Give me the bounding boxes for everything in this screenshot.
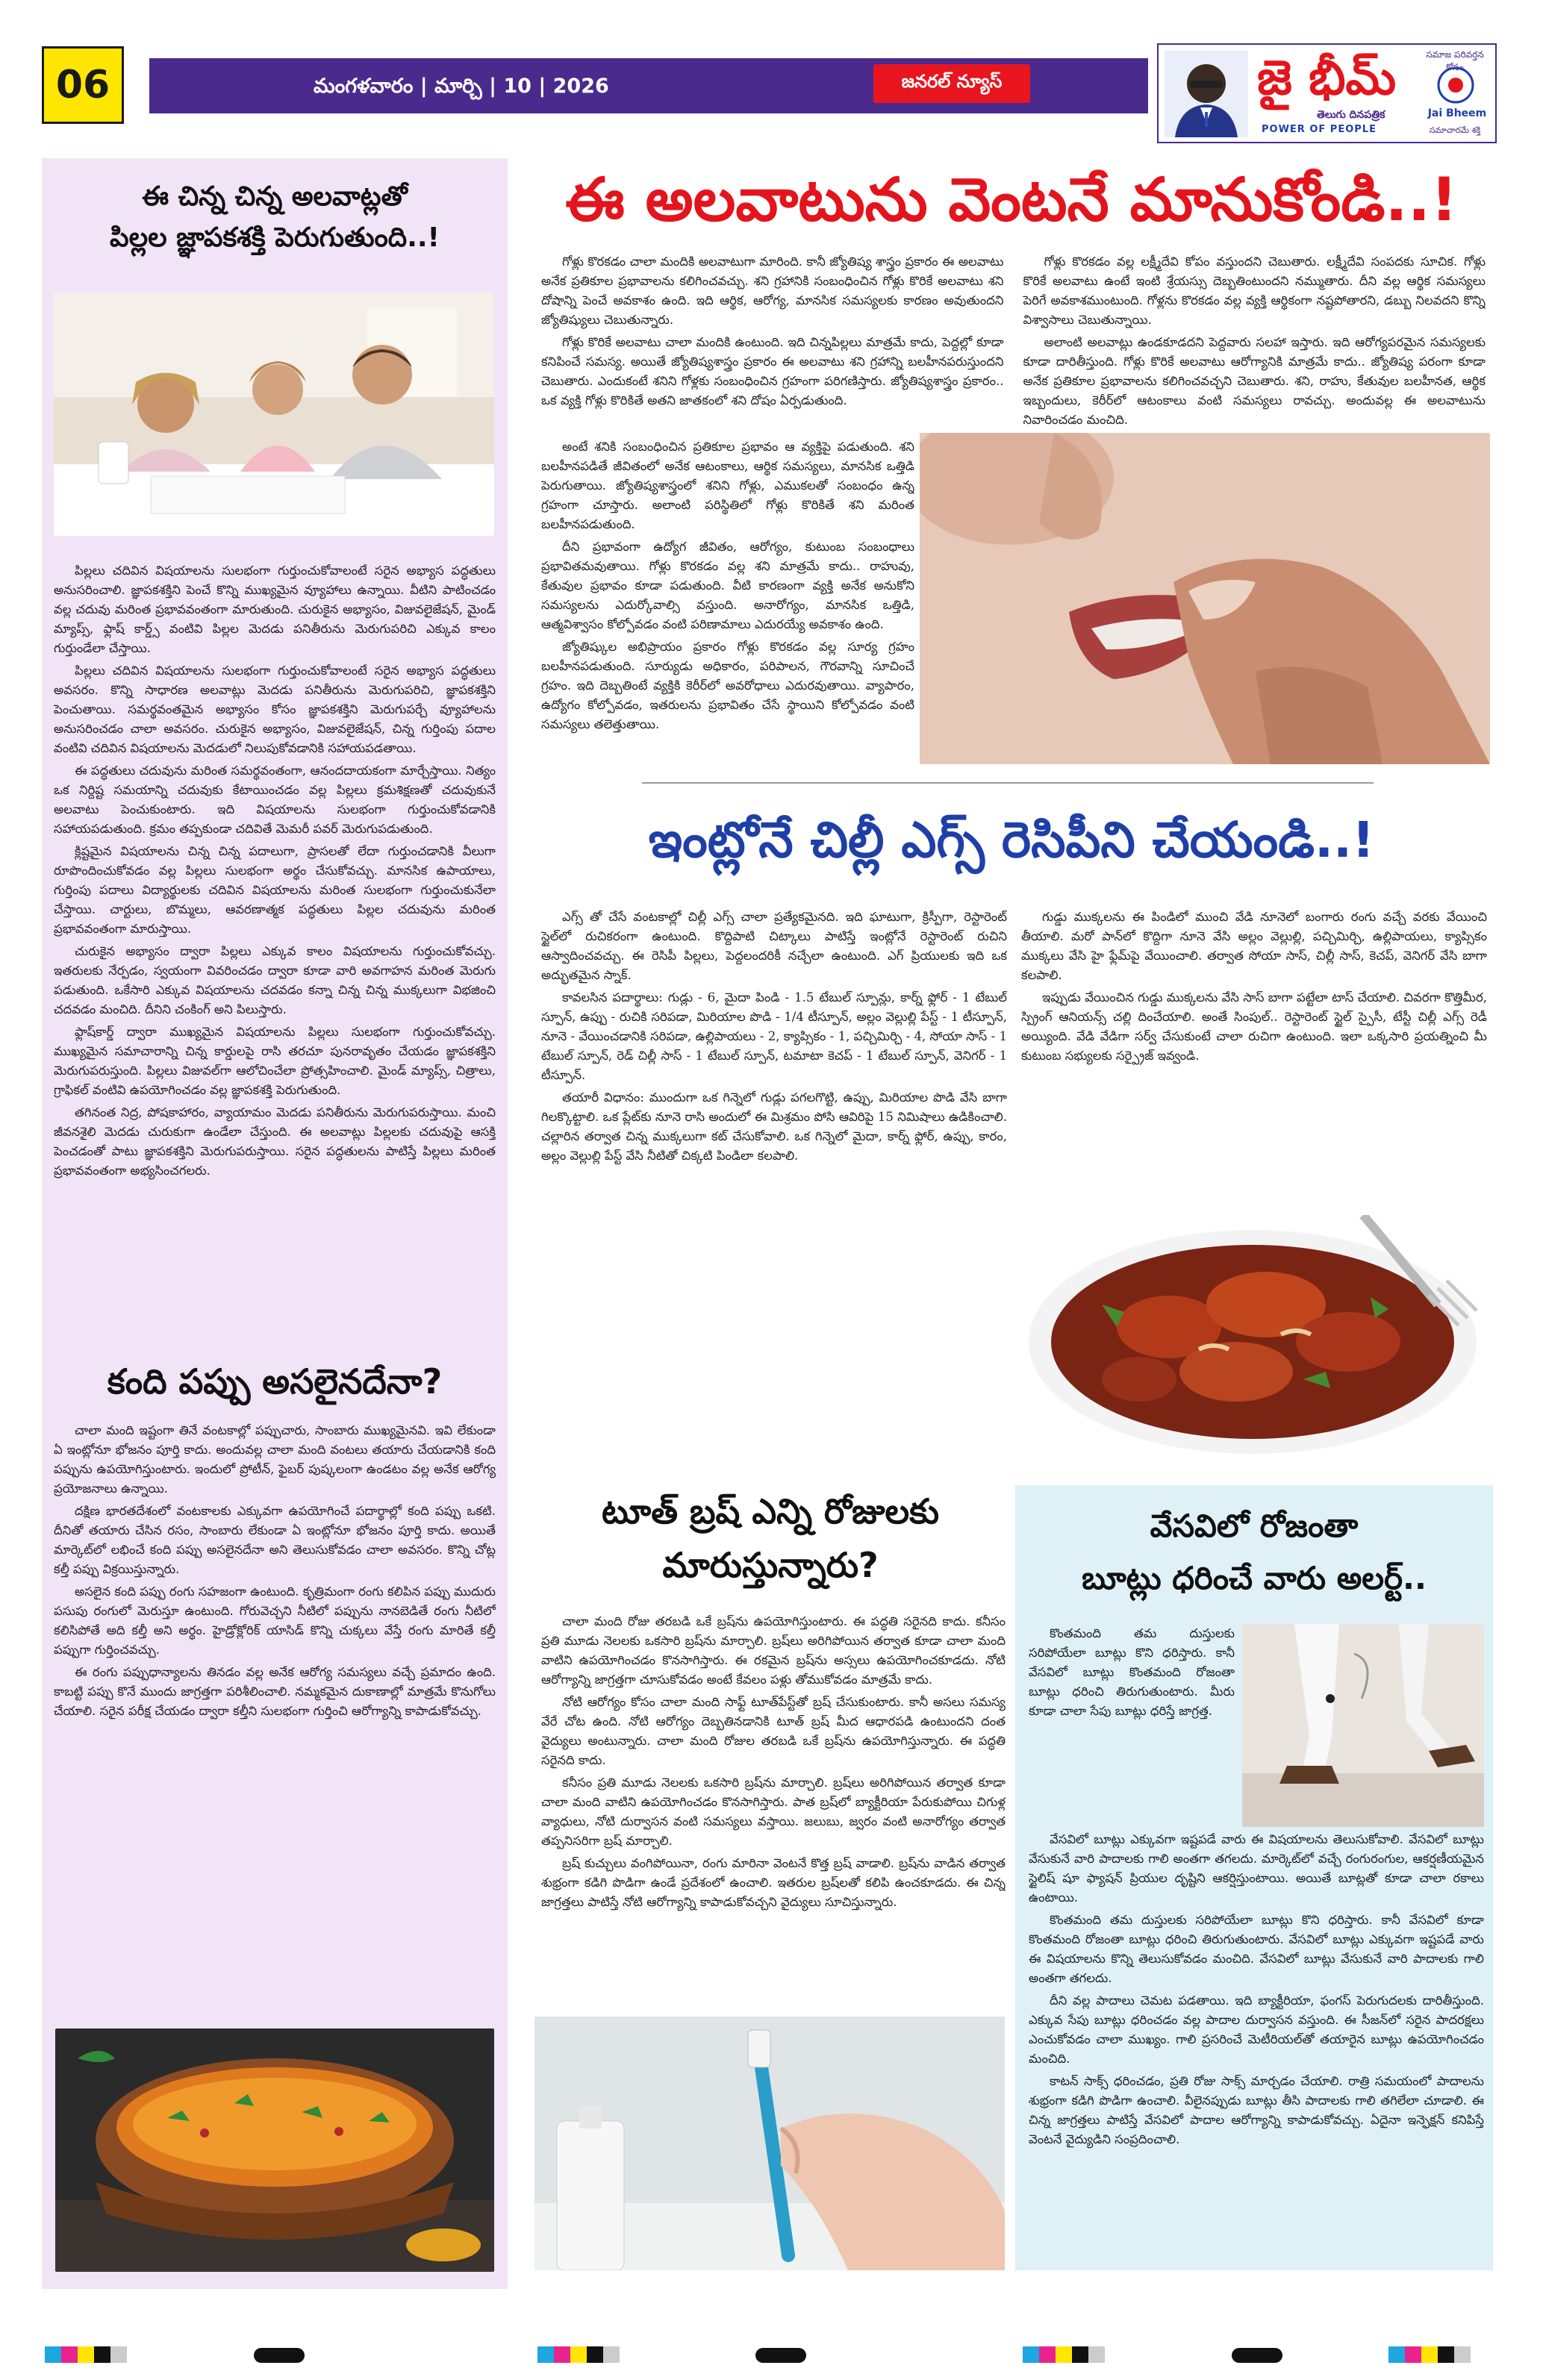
nail-biting-headline: ఈ అలవాటును వెంటనే మానుకోండి..!	[565, 165, 1458, 234]
memory-headline-line2: పిల్లల జ్ఞాపకశక్తి పెరుగుతుంది..!	[110, 222, 440, 253]
chilli-paragraph: గుడ్డు ముక్కలను ఈ పిండిలో ముంచి వేడి నూనెలో బంగారు రంగు వచ్చే వరకు వేయించి తీయాలి. మరో పాన్‌లో కొద్దిగా నూనె వేసి అల్లం వెల్లుల్లి, పచ్చిమిర్చి, ఉల్లిపాయలు, క్యాప్సికం ముక్కలు వేసి హై ఫ్లేమ్‌పై వేయించాలి. తర్వాత సోయా సాస్, చిల్లీ సాస్, కెచప్, వెనిగర్ వేసి బాగా కలపాలి.	[1021, 910, 1487, 982]
chilli-eggs-icon	[1020, 1215, 1486, 1461]
dal-photo-icon	[55, 2028, 494, 2272]
chilli-paragraph: తయారీ విధానం: ముందుగా ఒక గిన్నెలో గుడ్లు పగలగొట్టి, ఉప్పు, మిరియాల పొడి వేసి బాగా గిలక్కొట్టాలి. ఒక ప్లేట్‌కు నూనె రాసి అందులో ఈ మిశ్రమం పోసి ఆవిరిపై 15 నిమిషాలు ఉడికించాలి. చల్లారిన తర్వాత చిన్న ముక్కలుగా కట్ చేసుకోవాలి. ఒక గిన్నెలో మైదా, కార్న్ ఫ్లోర్, ఉప్పు, కారం, అల్లం వెల్లుల్లి పేస్ట్ వేసి నీటితో చిక్కటి పిండిలా కలపాలి.	[541, 1090, 1007, 1163]
memory-paragraph: పిల్లలు చదివిన విషయాలను సులభంగా గుర్తుంచుకోవాలంటే సరైన అభ్యాస పద్ధతులు అవసరం. కొన్ని సాధారణ అలవాట్లు మెదడు పనితీరును మెరుగుపరిచి, జ్ఞాపకశక్తిని పెంచుతాయి. సమర్థవంతమైన అభ్యాసం కోసం జ్ఞాపకశక్తిని మెరుగుపర్చే వ్యూహాలను అనుసరించడం చాలా అవసరం. చురుకైన అభ్యాసం, విజువలైజేషన్, చిన్న గుర్తింపు పదాల వంటివి చదివిన విషయాలను మెదడులో నిలుపుకోవడానికి సహాయపడతాయి.	[54, 663, 496, 755]
toothbrush-paragraph: నోటి ఆరోగ్యం కోసం చాలా మంది సాఫ్ట్ టూత్‌పేస్ట్‌తో బ్రష్ చేసుకుంటారు. కానీ అసలు సమస్య వేరే చోట ఉంది. నోటి ఆరోగ్యం దెబ్బతినడానికి టూత్ బ్రష్ మీద ఆధారపడి ఉంటుందని దంత వైద్యులు అంటున్నారు. చాలా మంది రోజుల తరబడి ఒకే బ్రష్‌ను ఉపయోగిస్తున్నారు. ఈ పద్ధతి సరైనది కాదు.	[541, 1695, 1006, 1767]
memory-article-body	[54, 561, 496, 1337]
color-registration-marks	[537, 2346, 620, 2363]
issue-date: మంగళవారం | మార్చి | 10 | 2026	[314, 75, 609, 98]
chilli-paragraph: కావలసిన పదార్థాలు: గుడ్లు - 6, మైదా పిండి - 1.5 టేబుల్ స్పూన్లు, కార్న్ ఫ్లోర్ - 1 టేబుల్ స్పూన్, ఉప్పు - రుచికి సరిపడా, మిరియాల పొడి - 1/4 టీస్పూన్, అల్లం వెల్లుల్లి పేస్ట్ - 1 టీస్పూన్, నూనె - వేయించడానికి సరిపడా, ఉల్లిపాయలు - 2, క్యాప్సికం - 1, పచ్చిమిర్చి - 4, సోయా సాస్ - 1 టేబుల్ స్పూన్, రెడ్ చిల్లీ సాస్ - 1 టేబుల్ స్పూన్, టమాటా కెచప్ - 1 టేబుల్ స్పూన్, వెనిగర్ - 1 టీస్పూన్.	[541, 990, 1007, 1082]
nail-biting-photo	[920, 433, 1490, 764]
toothbrush-paragraph: బ్రష్ కుచ్చులు వంగిపోయినా, రంగు మారినా వెంటనే కొత్త బ్రష్ వాడాలి. బ్రష్‌ను వాడిన తర్వాత శుభ్రంగా కడిగి పొడిగా ఉండే ప్రదేశంలో ఉంచాలి. ఇతరుల బ్రష్‌లతో కలిపి ఉంచకూడదు. ఈ చిన్న జాగ్రత్తలు పాటిస్తే నోటి ఆరోగ్యాన్ని కాపాడుకోవచ్చని వైద్యులు సూచిస్తున్నారు.	[541, 1856, 1006, 1909]
section-divider	[642, 782, 1374, 784]
kandi-headline: కంది పప్పు అసలైనదేనా?	[107, 1361, 443, 1402]
logo-title: జై భీమ్	[1257, 51, 1397, 106]
logo-bottom-note: సమాచారమే శక్తి	[1429, 125, 1481, 135]
kandi-paragraph: దక్షిణ భారతదేశంలో వంటకాలకు ఎక్కువగా ఉపయోగించే పదార్థాల్లో కంది పప్పు ఒకటి. దీనితో తయారు చేసిన రసం, సాంబారు లేకుండా ఏ ఇంట్లోనూ భోజనం పూర్తి కాదు. అయితే మార్కెట్‌లో లభించే కంది పప్పు అసలైనదేనా అని తెలుసుకోవడం చాలా అవసరం. కొన్ని చోట్ల కల్తీ పప్పు విక్రయిస్తున్నారు.	[54, 1504, 496, 1576]
nail-biting-icon	[920, 433, 1490, 764]
kandi-article-body	[54, 1421, 496, 2018]
color-registration-marks	[45, 2346, 127, 2363]
memory-paragraph: ఈ పద్ధతులు చదువును మరింత సమర్థవంతంగా, ఆనందదాయకంగా మార్చేస్తాయి. నిత్యం ఒక నిర్దిష్ట సమయాన్ని చదువుకు కేటాయించడం వల్ల పిల్లలు క్రమశిక్షణతో చదువుకునే అలవాటు పెంచుకుంటారు. ఇది విషయాలను సులభంగా గుర్తుంచుకోవడానికి సహాయపడుతుంది. క్రమం తప్పకుండా చదివితే మెమరీ పవర్ మెరుగుపడుతుంది.	[54, 763, 496, 836]
memory-paragraph: తగినంత నిద్ర, పోషకాహారం, వ్యాయామం మెదడు పనితీరును మెరుగుపరుస్తాయి. మంచి జీవనశైలి మెదడు చురుకుగా ఉండేలా చేస్తుంది. ఈ అలవాట్లు పిల్లలకు చదువుపై ఆసక్తి పెంచడంతో పాటు జ్ఞాపకశక్తిని మెరుగుపరుస్తాయి. సరైన పద్ధతులను పాటిస్తే పిల్లలు మరింత ప్రభావవంతంగా అభ్యసించగలరు.	[54, 1105, 496, 1178]
toothbrush-paragraph: చాలా మంది రోజు తరబడి ఒకే బ్రష్‌ను ఉపయోగిస్తుంటారు. ఈ పద్ధతి సరైనది కాదు. కనీసం ప్రతి మూడు నెలలకు ఒకసారి బ్రష్‌ను మార్చాలి. బ్రష్‌లు అరిగిపోయిన తర్వాత కూడా చాలా మంది వాటిని ఉపయోగించడం కొనసాగిస్తారు. ఈ రకమైన బ్రష్‌ను అస్సలు ఉపయోగించకూడదు. నోటి ఆరోగ్యాన్ని జాగ్రత్తగా చూసుకోవడం అంటే కేవలం పళ్లు తోముకోవడం మాత్రమే కాదు.	[541, 1614, 1006, 1687]
chilli-paragraph: ఇప్పుడు వేయించిన గుడ్డు ముక్కలను వేసి సాస్ బాగా పట్టేలా టాస్ చేయాలి. చివరగా కొత్తిమీర, స్ప్రింగ్ ఆనియన్స్ చల్లి దించేయాలి. అంతే సింపుల్.. రెస్టారెంట్ స్టైల్ స్పైసీ, టేస్టీ చిల్లీ ఎగ్స్ రెడీ అయ్యింది. వేడి వేడిగా సర్వ్ చేసుకుంటే చాలా రుచిగా ఉంటుంది. ఇలా ఒక్కసారి ప్రయత్నించి మీ కుటుంబ సభ్యులకు సర్ప్రైజ్ ఇవ్వండి.	[1021, 990, 1487, 1063]
color-registration-marks	[1023, 2346, 1105, 2363]
logo-top-note: సమాజ పరివర్తన కోసం	[1426, 49, 1484, 72]
memory-paragraph: క్లిష్టమైన విషయాలను చిన్న చిన్న పదాలుగా, ప్రాసలతో లేదా గుర్తుంచడానికి వీలుగా రూపొందించుకోవడం వల్ల పిల్లలు సులభంగా అర్థం చేసుకోవచ్చు. మానసిక ఉపాయాలు, గుర్తింపు పదాలు విద్యార్థులకు చదివిన విషయాలను మరింత సులభంగా గుర్తుంచుకునేలా చేస్తాయి. చార్టులు, బొమ్మలు, ఆవరణాత్మక పద్ధతులు పిల్లల చదువును మరింత ప్రభావవంతంగా మారుస్తాయి.	[54, 844, 496, 936]
toothbrush-paragraph: కనీసం ప్రతి మూడు నెలలకు ఒకసారి బ్రష్‌ను మార్చాలి. బ్రష్‌లు అరిగిపోయిన తర్వాత కూడా చాలా మంది వాటిని ఉపయోగించడం కొనసాగిస్తారు. పాత బ్రష్‌లో బ్యాక్టీరియా పేరుకుపోయి చిగుళ్ల వ్యాధులు, నోటి దుర్వాసన వంటి సమస్యలు వస్తాయి. జలుబు, జ్వరం వంటి అనారోగ్యం తర్వాత తప్పనిసరిగా బ్రష్ మార్చాలి.	[541, 1775, 1006, 1848]
nail-paragraph: జ్యోతిష్కుల అభిప్రాయం ప్రకారం గోళ్లు కొరకడం వల్ల సూర్య గ్రహం బలహీనపడుతుంది. సూర్యుడు అధికారం, పరిపాలన, గౌరవాన్ని సూచించే గ్రహం. ఇది దెబ్బతింటే వ్యక్తికి కెరీర్‌లో అవరోధాలు ఎదురవుతాయి. వ్యాపారం, ఉద్యోగం కోల్పోవడం, ఇతరులను ప్రభావితం చేసే స్థాయిని కోల్పోవడం వంటి సమస్యలు తలెత్తుతాయి.	[541, 640, 914, 731]
shoes-article-lead	[1029, 1624, 1235, 1820]
memory-paragraph: చురుకైన అభ్యాసం ద్వారా పిల్లలు ఎక్కువ కాలం విషయాలను గుర్తుంచుకోవచ్చు. ఇతరులకు నేర్పడం, స్వయంగా వివరించడం ద్వారా కూడా వారి అవగాహన మరింత మెరుగు పడుతుంది. ఒకేసారి ఎక్కువ విషయాలను చదవడం కన్నా చిన్న చిన్న ముక్కలుగా విభజించి చదవడం మంచిది. దీనిని చంకింగ్ అని పిలుస్తారు.	[54, 944, 496, 1016]
nail-paragraph: గోళ్లు కొరకడం వల్ల లక్ష్మీదేవి కోపం వస్తుందని చెబుతారు. లక్ష్మీదేవి సంపదకు సూచిక. గోళ్లు కొరికే అలవాటు ఉంటే ఇంటి శ్రేయస్సు దెబ్బతింటుందని నమ్ముతారు. దీని వల్ల ఆర్థిక సమస్యలు పెరిగే అవకాశముంటుంది. గోళ్లను కొరకడం వల్ల వ్యక్తి ఆర్థికంగా నష్టపోతారని, డబ్బు నిలవదని కొన్ని విశ్వాసాలు చెబుతున్నాయి.	[1023, 254, 1486, 327]
kandi-paragraph: అసలైన కంది పప్పు రంగు సహజంగా ఉంటుంది. కృత్రిమంగా రంగు కలిపిన పప్పు ముదురు పసుపు రంగులో మెరుస్తూ ఉంటుంది. గోరువెచ్చని నీటిలో పప్పును నానబెడితే రంగు నీటిలో కలిసిపోతే అది కల్తీ అని అర్థం. హైడ్రోక్లోరిక్ యాసిడ్ కొన్ని చుక్కలు వేస్తే రంగు మారితే కల్తీ పప్పుగా గుర్తించవచ్చు.	[54, 1584, 496, 1657]
dal-bowl-photo	[55, 2028, 494, 2272]
logo-tagline: POWER OF PEOPLE	[1262, 124, 1377, 135]
chilli-article-right-body	[1021, 908, 1487, 1206]
section-tag: జనరల్ న్యూస్	[873, 64, 1030, 103]
kandi-paragraph: ఈ రంగు పప్పుధాన్యాలను తినడం వల్ల అనేక ఆరోగ్య సమస్యలు వచ్చే ప్రమాదం ఉంది. కాబట్టి పప్పు కొనే ముందు జాగ్రత్తగా పరిశీలించాలి. నమ్మకమైన దుకాణాల్లో మాత్రమే కొనుగోలు చేయాలి. సరైన పరీక్ష చేయడం ద్వారా కల్తీని సులభంగా గుర్తించి ఆరోగ్యాన్ని కాపాడుకోవచ్చు.	[54, 1665, 496, 1718]
page-number: 06	[42, 46, 124, 124]
ambedkar-portrait-icon	[1165, 51, 1248, 137]
nail-paragraph: దీని ప్రభావంగా ఉద్యోగ జీవితం, ఆరోగ్యం, కుటుంబ సంబంధాలు ప్రభావితమవుతాయి. గోళ్లు కొరకడం వల్ల శని మాత్రమే కాదు.. రాహువు, కేతువుల ప్రభావం కూడా పడుతుంది. వీటి కారణంగా వ్యక్తి అనేక అనుకోని సమస్యలను ఎదుర్కోవాల్సి వస్తుంది. అనారోగ్యం, మానసిక ఒత్తిడి, ఆత్మవిశ్వాసం కోల్పోవడం వంటి పరిణామాలు ఎదురయ్యే అవకాశం ఉంది.	[541, 540, 914, 631]
chilli-paragraph: ఎగ్స్ తో చేసే వంటకాల్లో చిల్లీ ఎగ్స్ చాలా ప్రత్యేకమైనది. ఇది ఘాటుగా, క్రిస్పీగా, రెస్టారెంట్ స్టైల్‌లో రుచికరంగా ఉంటుంది. కొద్దిపాటి చిట్కాలు పాటిస్తే ఇంట్లోనే రెస్టారెంట్ రుచిని ఆస్వాదించవచ్చు. ఈ రెసిపీ పిల్లలు, పెద్దలందరికీ నచ్చేలా ఉంటుంది. ఎగ్ ప్రియులకు ఇది ఒక అద్భుతమైన స్నాక్.	[541, 910, 1007, 982]
toothbrush-headline-line2: మారుస్తున్నారు?	[662, 1545, 879, 1585]
family-photo-icon	[54, 293, 494, 536]
nail-paragraph: గోళ్లు కొరకడం చాలా మందికి అలవాటుగా మారింది. కానీ జ్యోతిష్య శాస్త్రం ప్రకారం ఈ అలవాటు అనేక ప్రతికూల ప్రభావాలను కలిగించవచ్చు. శని గ్రహానికి సంబంధించిన గోళ్లు కొరికే అలవాటు శని దోషాన్ని పెంచే అవకాశం ఉంది. ఇది ఆర్థిక, ఆరోగ్య, మానసిక సమస్యలకు కారణం అవుతుందని జ్యోతిష్యులు చెబుతున్నారు.	[541, 254, 1004, 327]
shoes-headline-line1: వేసవిలో రోజంతా	[1150, 1508, 1359, 1544]
nail-article-side-body	[541, 437, 914, 758]
shoes-lead-paragraph: కొంతమంది తమ దుస్తులకు సరిపోయేలా బూట్లు కొని ధరిస్తారు. కానీ వేసవిలో బూట్లు కొంతమంది రోజంతా బూట్లు ధరించి తిరుగుతుంటారు. మీరు కూడా చాలా సేపు బూట్లు ధరిస్తే జాగ్రత్త.	[1029, 1626, 1235, 1718]
logo-brand: Jai Bheem	[1427, 107, 1487, 119]
toothbrush-photo	[534, 2017, 1005, 2270]
memory-headline-line1: ఈ చిన్న చిన్న అలవాట్లతో	[142, 181, 408, 212]
nail-paragraph: గోళ్లు కొరికే అలవాటు చాలా మందికి ఉంటుంది. ఇది చిన్నపిల్లలు మాత్రమే కాదు, పెద్దల్లో కూడా కనిపించే సమస్య. అయితే జ్యోతిష్యశాస్త్రం ప్రకారం ఈ అలవాటు శని గ్రహాన్ని బలహీనపరుస్తుందని చెబుతారు. ఎందుకంటే శనిని గోళ్లకు సంబంధించిన గ్రహంగా పరిగణిస్తారు. జ్యోతిష్యశాస్త్రం ప్రకారం.. ఒక వ్యక్తి గోళ్లు కొరికితే అతని జాతకంలో శని దోషం ఏర్పడుతుంది.	[541, 335, 1004, 407]
shoes-paragraph: కాటన్ సాక్స్ ధరించడం, ప్రతి రోజు సాక్స్ మార్చడం చేయాలి. రాత్రి సమయంలో పాదాలను శుభ్రంగా కడిగి పొడిగా ఉంచాలి. వీలైనప్పుడు బూట్లు తీసి పాదాలకు గాలి తగిలేలా చూడాలి. ఈ చిన్న జాగ్రత్తలు పాటిస్తే వేసవిలో పాదాల ఆరోగ్యాన్ని కాపాడుకోవచ్చు. ఏదైనా ఇన్ఫెక్షన్ కనిపిస్తే వెంటనే వైద్యుడిని సంప్రదించాలి.	[1029, 2074, 1484, 2146]
toothbrush-icon	[534, 2017, 1005, 2270]
masthead-logo	[1157, 43, 1497, 143]
logo-subtitle: తెలుగు దినపత్రిక	[1317, 109, 1385, 121]
memory-paragraph: పిల్లలు చదివిన విషయాలను సులభంగా గుర్తుంచుకోవాలంటే సరైన అభ్యాస పద్ధతులు అనుసరించాలి. జ్ఞాపకశక్తిని పెంచే కొన్ని ముఖ్యమైన వ్యూహాలు ఉన్నాయి. వీటిని పాటించడం వల్ల చదువు మరింత ప్రభావవంతంగా మారుతుంది. చురుకైన అభ్యాసం, విజువలైజేషన్, మైండ్ మ్యాప్స్, ఫ్లాష్ కార్డ్స్ వంటివి పిల్లల మెదడు పనితీరును మెరుగుపరిచి ఎక్కువ కాలం గుర్తుండేలా చేస్తాయి.	[54, 563, 496, 655]
shoes-icon	[1242, 1624, 1484, 1827]
toothbrush-article-body	[541, 1612, 1006, 2000]
shoes-paragraph: వేసవిలో బూట్లు ఎక్కువగా ఇష్టపడే వారు ఈ విషయాలను తెలుసుకోవాలి. వేసవిలో బూట్లు వేసుకునే వారి పాదాలకు గాలి అంతగా తగలదు. మార్కెట్‌లో వచ్చే రంగురంగుల, ఆకర్షణీయమైన స్టైలిష్ షూ ఫ్యాషన్ ప్రియుల దృష్టిని ఆకర్షిస్తుంటాయి. అయితే బూట్లతో కూడా చాలా రకాలు ఉంటాయి.	[1029, 1832, 1484, 1905]
family-study-photo	[54, 293, 494, 536]
register-pill	[254, 2348, 305, 2363]
register-pill	[1232, 2348, 1282, 2363]
memory-paragraph: ఫ్లాష్‌కార్డ్ ద్వారా ముఖ్యమైన విషయాలను పిల్లలు సులభంగా గుర్తుంచుకోవచ్చు. ముఖ్యమైన సమాచారాన్ని చిన్న కార్డులపై రాసి తరచూ పునరావృతం చేయడం జ్ఞాపకశక్తిని మెరుగుపరుస్తుంది. పిల్లలు విజువల్‌గా ఆలోచించేలా ప్రోత్సహించాలి. మైండ్ మ్యాప్స్, చిత్రాలు, గ్రాఫికల్ వంటివి ఉపయోగించడం వల్ల జ్ఞాపకశక్తి పెరుగుతుంది.	[54, 1025, 496, 1097]
nail-paragraph: అంటే శనికి సంబంధించిన ప్రతికూల ప్రభావం ఆ వ్యక్తిపై పడుతుంది. శని బలహీనపడితే జీవితంలో అనేక ఆటంకాలు, ఆర్థిక సమస్యలు, మానసిక ఒత్తిడి పెరుగుతాయి. జ్యోతిష్యశాస్త్రంలో శనిని గోళ్లు, ఎముకలతో సంబంధం ఉన్న గ్రహంగా చూస్తారు. అలాంటి పరిస్థితిలో గోళ్లు కొరికితే శని మరింత బలహీనపడుతుంది.	[541, 440, 914, 531]
chilli-eggs-headline: ఇంట్లోనే చిల్లీ ఎగ్స్ రెసిపీని చేయండి..!	[648, 811, 1375, 869]
color-registration-marks	[1388, 2346, 1471, 2363]
shoes-paragraph: కొంతమంది తమ దుస్తులకు సరిపోయేలా బూట్లు కొని ధరిస్తారు. కానీ వేసవిలో కూడా కొంతమంది రోజంతా బూట్లు ధరించి తిరుగుతుంటారు. వేసవిలో బూట్లు ఎక్కువగా ఇష్టపడే వారు ఈ విషయాలను కొన్ని తెలుసుకోవడం మంచిది. వేసవిలో బూట్లు వేసుకునే వారి పాదాలకు గాలి అంతగా తగలదు.	[1029, 1913, 1484, 1985]
shoes-photo	[1242, 1624, 1484, 1827]
shoes-headline-line2: బూట్లు ధరించే వారు అలర్ట్..	[1082, 1560, 1427, 1596]
nail-article-top-body	[541, 252, 1486, 431]
register-pill	[755, 2348, 806, 2363]
nail-paragraph: అలాంటి అలవాట్లు ఉండకూడదని పెద్దవారు సలహా ఇస్తారు. ఇది ఆరోగ్యపరమైన సమస్యలకు కూడా దారితీస్తుంది. గోళ్లు కొరికే అలవాటు ఆరోగ్యానికి మాత్రమే కాదు.. జ్యోతిష్య పరంగా కూడా అనేక ప్రతికూల ప్రభావాలను కలిగించవచ్చని చెబుతారు. శని, రాహు, కేతువుల బలహీనత, ఆర్థిక ఇబ్బందులు, కెరీర్‌లో ఆటంకాలు వంటి సమస్యలు రావచ్చు. అందువల్ల ఈ అలవాటును నివారించడం మంచిది.	[1023, 335, 1486, 427]
chilli-eggs-photo	[1020, 1215, 1486, 1461]
toothbrush-headline-line1: టూత్ బ్రష్ ఎన్ని రోజులకు	[601, 1491, 940, 1531]
shoes-article-body	[1029, 1830, 1484, 2260]
shoes-paragraph: దీని వల్ల పాదాలు చెమట పడతాయి. ఇది బ్యాక్టీరియా, ఫంగస్ పెరుగుదలకు దారితీస్తుంది. ఎక్కువ సేపు బూట్లు ధరించడం వల్ల పాదాల దుర్వాసన వస్తుంది. ఈ సీజన్‌లో సరైన పాదరక్షలు ఎంచుకోవడం చాలా ముఖ్యం. గాలి ప్రసరించే మెటీరియల్‌తో తయారైన బూట్లు ఉపయోగించడం మంచిది.	[1029, 1993, 1484, 2066]
emblem-icon	[1436, 66, 1475, 104]
kandi-paragraph: చాలా మంది ఇష్టంగా తినే వంటకాల్లో పప్పుచారు, సాంబారు ముఖ్యమైనవి. ఇవి లేకుండా ఏ ఇంట్లోనూ భోజనం పూర్తి కాదు. అందువల్ల చాలా మంది వంటలు తయారు చేయడానికి కంది పప్పును ఉపయోగిస్తుంటారు. ఇందులో ప్రోటీన్, ఫైబర్ పుష్కలంగా ఉండటం వల్ల అనేక ఆరోగ్య ప్రయోజనాలు ఉన్నాయి.	[54, 1423, 496, 1496]
